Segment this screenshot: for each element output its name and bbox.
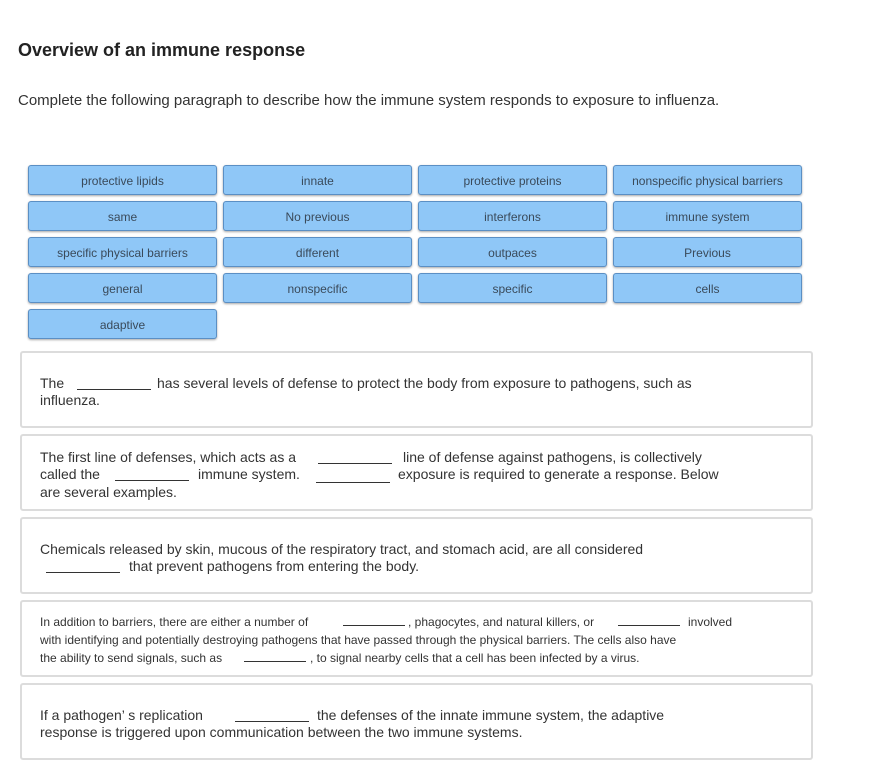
p2-text-6: exposure is required to generate a response. Below <box>398 466 719 482</box>
chip-specific-physical-barriers[interactable]: specific physical barriers <box>28 237 217 267</box>
p4-text-3: involved <box>688 615 733 629</box>
p2-text-3: immune system. <box>198 466 300 482</box>
p2-blank-2[interactable] <box>115 466 189 481</box>
paragraph-box-3 <box>20 517 813 594</box>
p2-blank-3[interactable] <box>316 468 390 483</box>
p2-blank-1[interactable] <box>318 449 392 464</box>
p3-text-1: Chemicals released by skin, mucous of the respiratory tract, and stomach acid, are all considered <box>40 541 644 557</box>
p3-blank-1[interactable] <box>46 558 120 573</box>
chip-same[interactable]: same <box>28 201 217 231</box>
p4-text-2: , phagocytes, and natural killers, or <box>408 615 595 629</box>
paragraph-box-1 <box>20 351 813 428</box>
chip-adaptive[interactable]: adaptive <box>28 309 217 339</box>
chip-specific[interactable]: specific <box>418 273 607 303</box>
p2-text-5: line of defense against pathogens, is collectively <box>403 449 702 465</box>
chip-outpaces[interactable]: outpaces <box>418 237 607 267</box>
instructions: Complete the following paragraph to describe how the immune system responds to exposure to influenza. <box>18 92 720 109</box>
p4-text-6: , to signal nearby cells that a cell has been infected by a virus. <box>310 651 640 665</box>
p2-text-2: called the <box>40 466 100 482</box>
paragraph-box-4 <box>20 600 813 677</box>
p1-text-1: The <box>40 375 65 391</box>
p4-blank-2[interactable] <box>618 612 680 626</box>
chip-cells[interactable]: cells <box>613 273 802 303</box>
p1-text-3: influenza. <box>40 392 100 408</box>
chip-immune-system[interactable]: immune system <box>613 201 802 231</box>
chip-protective-proteins[interactable]: protective proteins <box>418 165 607 195</box>
p5-blank-1[interactable] <box>235 707 309 722</box>
p4-text-5: the ability to send signals, such as <box>40 651 223 665</box>
chip-interferons[interactable]: interferons <box>418 201 607 231</box>
p2-text-4: are several examples. <box>40 484 177 500</box>
chip-innate[interactable]: innate <box>223 165 412 195</box>
p2-text-1: The first line of defenses, which acts as a <box>40 449 297 465</box>
p3-text-2: that prevent pathogens from entering the body. <box>129 558 420 574</box>
chip-general[interactable]: general <box>28 273 217 303</box>
chip-no-previous[interactable]: No previous <box>223 201 412 231</box>
p1-blank-1[interactable] <box>77 375 151 390</box>
chip-nonspecific-physical-barriers[interactable]: nonspecific physical barriers <box>613 165 802 195</box>
chip-different[interactable]: different <box>223 237 412 267</box>
chip-nonspecific[interactable]: nonspecific <box>223 273 412 303</box>
p4-blank-3[interactable] <box>244 648 306 662</box>
p5-text-2: the defenses of the innate immune system, the adaptive <box>317 707 665 723</box>
paragraph-box-2 <box>20 434 813 511</box>
p4-text-1: In addition to barriers, there are either a number of <box>40 615 309 629</box>
p5-text-3: response is triggered upon communication between the two immune systems. <box>40 724 523 740</box>
chip-previous[interactable]: Previous <box>613 237 802 267</box>
p5-text-1: If a pathogen’ s replication <box>40 707 203 723</box>
p4-text-4: with identifying and potentially destroying pathogens that have passed through the physical barriers. The cells also have <box>40 633 677 647</box>
page-title: Overview of an immune response <box>18 40 306 60</box>
p1-text-2: has several levels of defense to protect the body from exposure to pathogens, such as <box>157 375 692 391</box>
paragraph-box-5 <box>20 683 813 760</box>
chip-protective-lipids[interactable]: protective lipids <box>28 165 217 195</box>
p4-blank-1[interactable] <box>343 612 405 626</box>
